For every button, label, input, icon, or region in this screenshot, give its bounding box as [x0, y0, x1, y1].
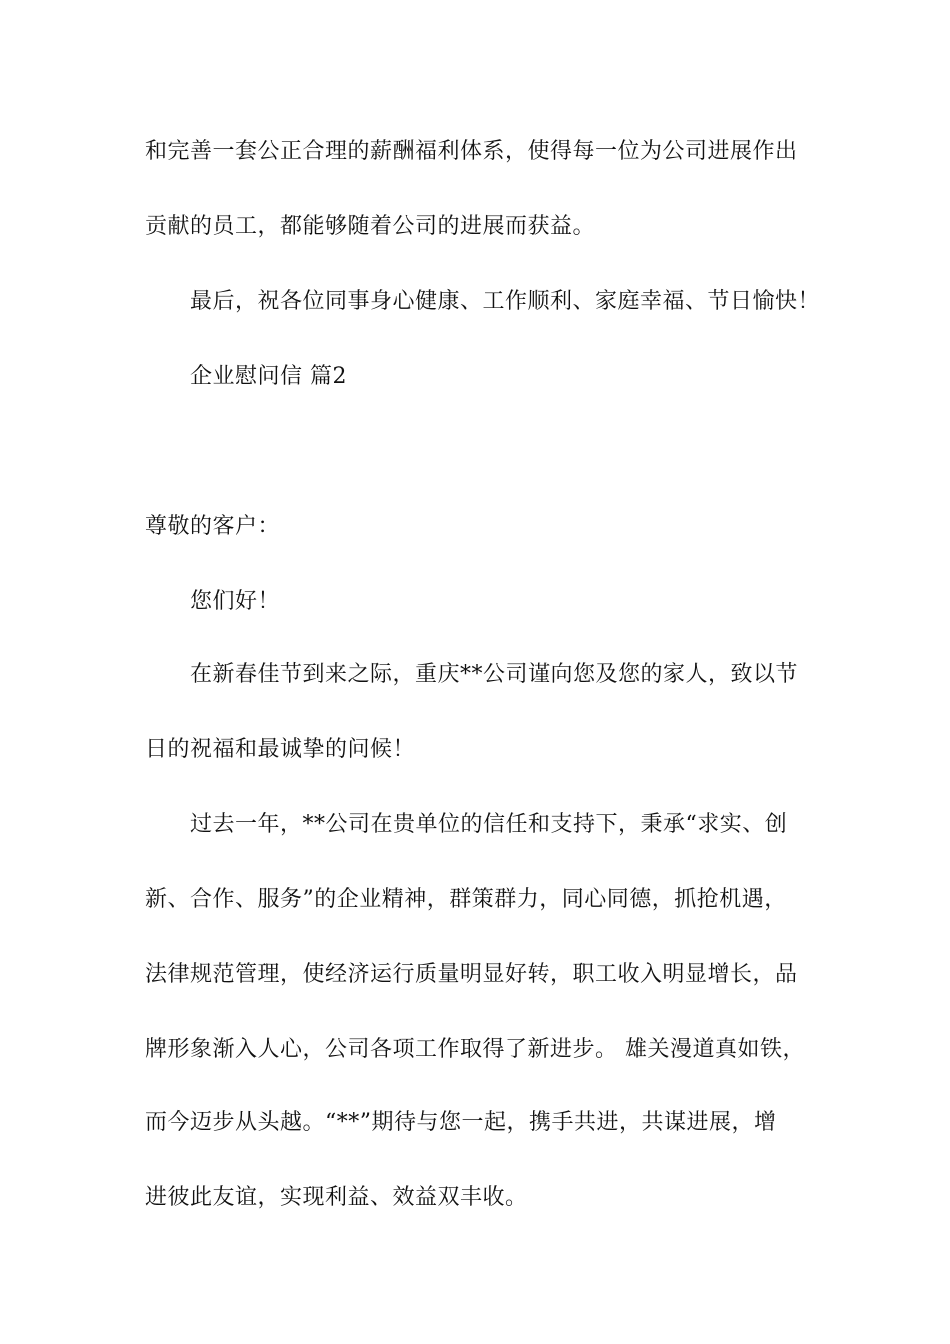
paragraph-line: 和完善一套公正合理的薪酬福利体系，使得每一位为公司进展作出 [145, 139, 798, 164]
salutation: 尊敬的客户： [145, 514, 281, 539]
paragraph-line: 进彼此友谊，实现利益、效益双丰收。 [145, 1185, 528, 1210]
paragraph-line: 法律规范管理，使经济运行质量明显好转，职工收入明显增长，品 [145, 962, 798, 987]
paragraph-line: 日的祝福和最诚挚的问候！ [145, 737, 416, 762]
paragraph-line: 而今迈步从头越。“**”期待与您一起，携手共进，共谋进展，增 [145, 1110, 777, 1135]
paragraph-line: 贡献的员工，都能够随着公司的进展而获益。 [145, 214, 596, 239]
section-heading: 企业慰问信 篇2 [190, 364, 347, 389]
paragraph-line: 牌形象渐入人心，公司各项工作取得了新进步。 雄关漫道真如铁， [145, 1037, 805, 1062]
paragraph-line: 新、合作、服务”的企业精神，群策群力，同心同德，抓抢机遇， [145, 887, 787, 912]
paragraph-line: 过去一年，**公司在贵单位的信任和支持下，秉承“求实、创 [190, 812, 788, 837]
greeting: 您们好！ [190, 589, 281, 614]
paragraph-line: 最后，祝各位同事身心健康、工作顺利、家庭幸福、节日愉快！ [190, 289, 821, 314]
paragraph-line: 在新春佳节到来之际，重庆**公司谨向您及您的家人，致以节 [190, 662, 799, 687]
